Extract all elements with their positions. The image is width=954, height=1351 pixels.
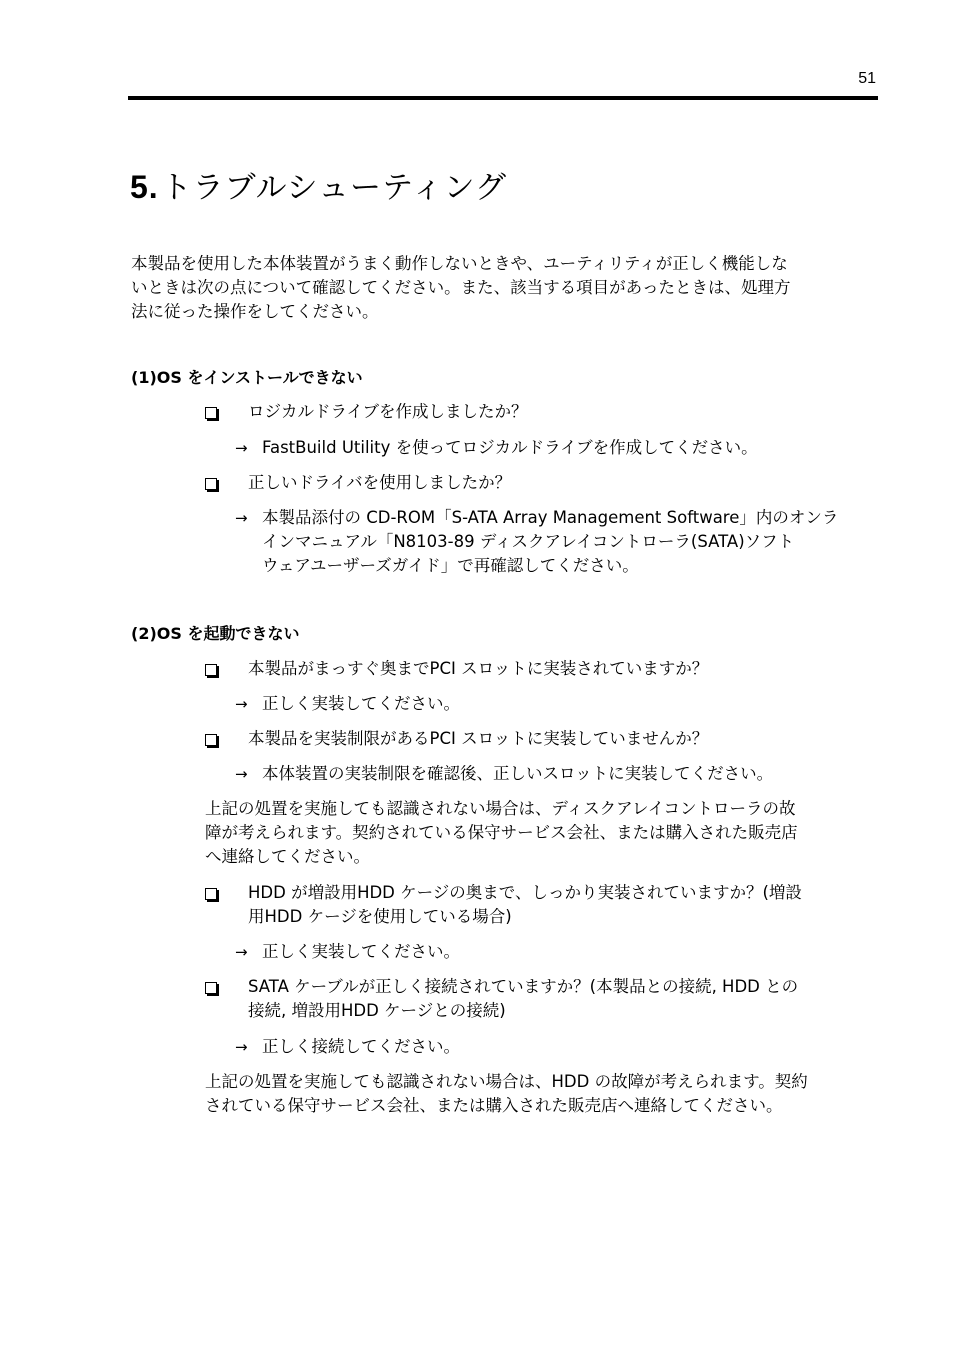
answer-text: FastBuild Utility を使ってロジカルドライブを作成してください。 xyxy=(262,438,758,457)
answer-text: 正しく接続してください。 xyxy=(262,1037,460,1056)
question-line: 用HDD ケージを使用している場合) xyxy=(248,907,512,926)
checkbox-icon xyxy=(205,982,217,994)
section-heading-os-boot: (2)OS を起動できない xyxy=(131,624,300,643)
chapter-title-text: トラブルシューティング xyxy=(160,170,507,206)
answer-text: 正しく実装してください。 xyxy=(262,942,460,961)
arrow-right-icon: → xyxy=(235,943,248,961)
checklist-question: ロジカルドライブを作成しましたか？ xyxy=(248,402,528,421)
page-number: 51 xyxy=(858,70,876,87)
answer-line: 本製品添付の CD-ROM「S-ATA Array Management Software」内のオンラ xyxy=(262,508,839,527)
section-heading-os-install: (1)OS をインストールできない xyxy=(131,368,363,387)
checklist-question: 本製品がまっすぐ奥までPCI スロットに実装されていますか？ xyxy=(248,659,709,678)
checkbox-icon xyxy=(205,407,217,419)
answer-line: ウェアユーザーズガイド」で再確認してください。 xyxy=(262,556,639,575)
note-line: 上記の処置を実施しても認識されない場合は、ディスクアレイコントローラの故 xyxy=(205,799,796,818)
intro-line: 法に従った操作をしてください。 xyxy=(131,302,379,321)
answer-line: インマニュアル「N8103-89 ディスクアレイコントローラ(SATA)ソフト xyxy=(262,532,795,551)
question-line: HDD が増設用HDD ケージの奥まで、しっかり実装されていますか？(増設 xyxy=(248,883,802,902)
question-line: SATA ケーブルが正しく接続されていますか？(本製品との接続, HDD との xyxy=(248,977,799,996)
note-paragraph xyxy=(205,797,877,869)
checklist-question: 本製品を実装制限があるPCI スロットに実装していませんか？ xyxy=(248,729,709,748)
arrow-right-icon: → xyxy=(235,509,248,527)
checkbox-icon xyxy=(205,734,217,746)
chapter-title xyxy=(130,162,507,207)
note-line: 障が考えられます。契約されている保守サービス会社、または購入された販売店 xyxy=(205,823,798,842)
note-paragraph xyxy=(205,1070,877,1118)
answer-text: 本体装置の実装制限を確認後、正しいスロットに実装してください。 xyxy=(262,764,774,783)
arrow-right-icon: → xyxy=(235,1038,248,1056)
note-line: 上記の処置を実施しても認識されない場合は、HDD の故障が考えられます。契約 xyxy=(205,1072,808,1091)
arrow-right-icon: → xyxy=(235,439,248,457)
answer-text xyxy=(262,506,880,578)
checkbox-icon xyxy=(205,888,217,900)
arrow-right-icon: → xyxy=(235,765,248,783)
answer-text: 正しく実装してください。 xyxy=(262,694,460,713)
question-line: 接続, 増設用HDD ケージとの接続) xyxy=(248,1001,506,1020)
note-line: へ連絡してください。 xyxy=(205,847,370,866)
chapter-number: 5. xyxy=(130,169,159,205)
header-rule xyxy=(128,96,878,100)
checklist-question xyxy=(248,975,874,1023)
intro-paragraph xyxy=(131,252,876,324)
arrow-right-icon: → xyxy=(235,695,248,713)
checkbox-icon xyxy=(205,664,217,676)
intro-line: いときは次の点について確認してください。また、該当する項目があったときは、処理方 xyxy=(131,278,791,297)
checklist-question: 正しいドライバを使用しましたか？ xyxy=(248,473,512,492)
checklist-question xyxy=(248,881,874,929)
note-line: されている保守サービス会社、または購入された販売店へ連絡してください。 xyxy=(205,1096,783,1115)
checkbox-icon xyxy=(205,478,217,490)
intro-line: 本製品を使用した本体装置がうまく動作しないときや、ユーティリティが正しく機能しな xyxy=(131,254,788,273)
